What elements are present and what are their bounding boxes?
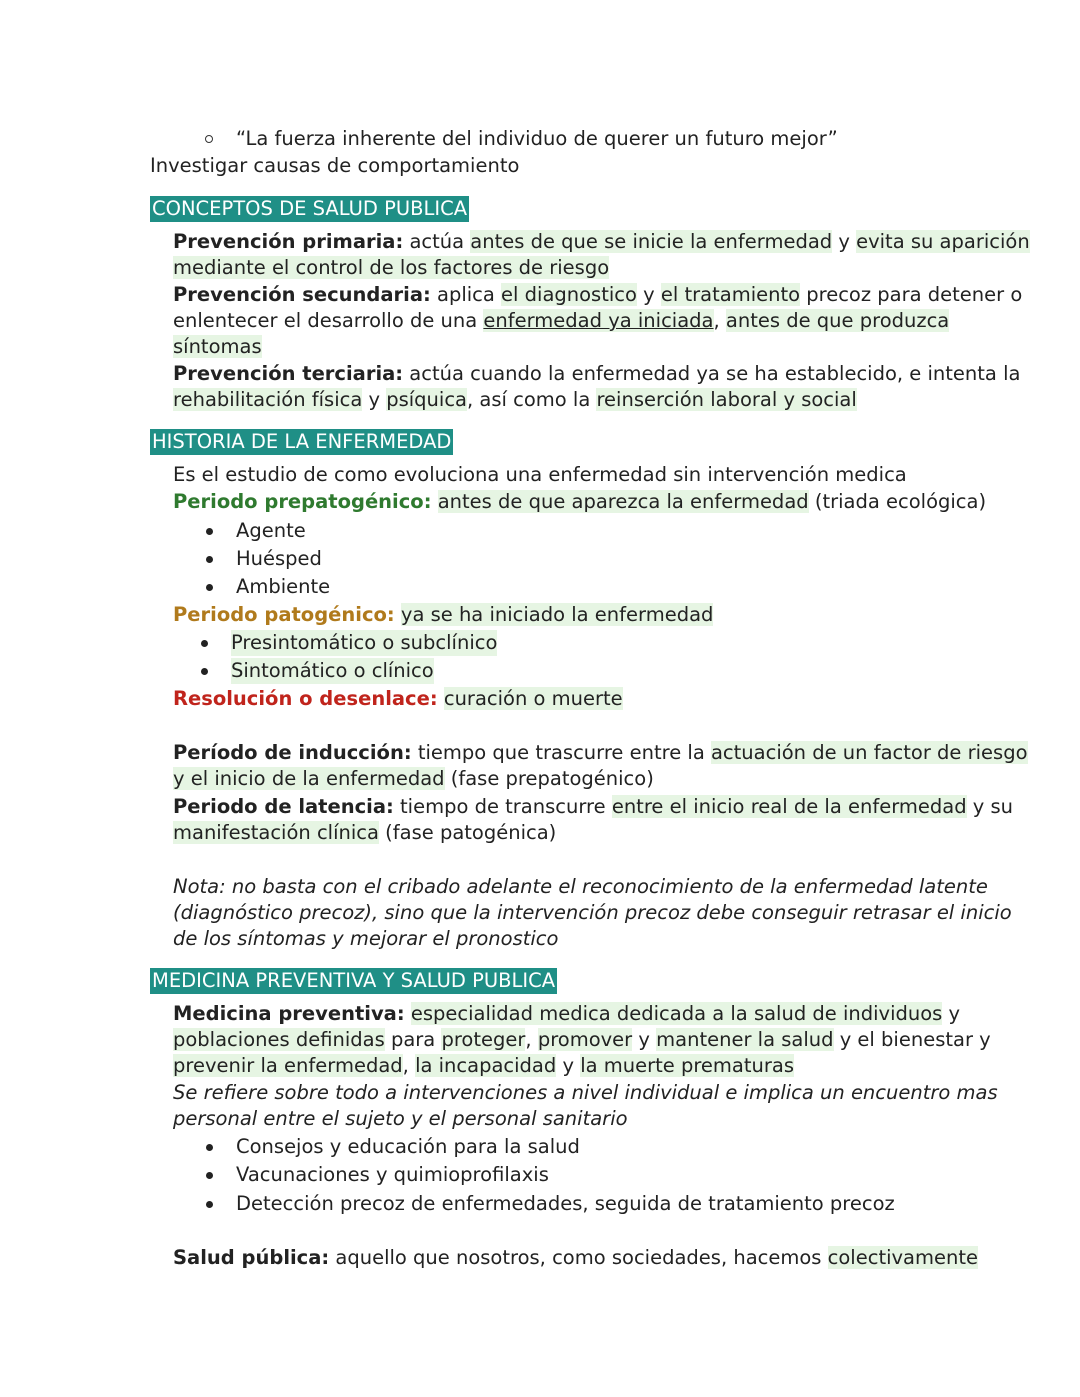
prevencion-terciaria-line-2: rehabilitación física y psíquica, así como la reinserción laboral y social [173,388,857,411]
medicina-preventiva-line-2: poblaciones definidas para proteger, promover y mantener la salud y el bienestar y [173,1028,991,1051]
medicina-preventiva-line-3: prevenir la enfermedad, la incapacidad y la muerte prematuras [173,1054,795,1077]
bullet-icon [201,640,208,647]
periodo-latencia-line-1: Periodo de latencia: tiempo de transcurre entre el inicio real de la enfermedad y su [173,795,1014,818]
periodo-latencia-line-2: manifestación clínica (fase patogénica) [173,821,557,844]
periodo-induccion-line-2: y el inicio de la enfermedad (fase prepatogénico) [173,767,654,790]
prevencion-secundaria-line-2: enlentecer el desarrollo de una enfermedad ya iniciada, antes de que produzca [173,309,950,332]
salud-publica-label: Salud pública: [173,1246,330,1269]
nota-line-2: (diagnóstico precoz), sino que la intervención precoz debe conseguir retrasar el inicio [173,901,1012,924]
circle-bullet-icon [205,135,213,143]
bullet-icon [201,668,208,675]
periodo-prepatogenico-label: Periodo prepatogénico: [173,490,432,513]
prevencion-secundaria-label: Prevención secundaria: [173,283,431,306]
medicina-preventiva-line-1: Medicina preventiva: especialidad medica dedicada a la salud de individuos y [173,1002,961,1025]
section-heading-conceptos: CONCEPTOS DE SALUD PUBLICA [152,197,468,220]
section-heading-historia: HISTORIA DE LA ENFERMEDAD [152,430,452,453]
prevencion-primaria-label: Prevención primaria: [173,230,404,253]
bullet-icon [206,528,213,535]
bullet-icon [206,1172,213,1179]
list-item: Sintomático o clínico [231,659,434,682]
list-item: Detección precoz de enfermedades, seguida de tratamiento precoz [236,1192,895,1215]
list-item: Vacunaciones y quimioprofilaxis [236,1163,549,1186]
periodo-patogenico-line: Periodo patogénico: ya se ha iniciado la enfermedad [173,603,714,626]
resolucion-line: Resolución o desenlace: curación o muerte [173,687,623,710]
periodo-induccion-line-1: Período de inducción: tiempo que trascurre entre la actuación de un factor de riesgo [173,741,1028,764]
prevencion-terciaria-label: Prevención terciaria: [173,362,404,385]
bullet-icon [206,556,213,563]
list-item: Consejos y educación para la salud [236,1135,580,1158]
periodo-induccion-label: Período de inducción: [173,741,412,764]
list-item: Huésped [236,547,322,570]
nota-line-3: de los síntomas y mejorar el pronostico [173,927,559,950]
bullet-icon [206,584,213,591]
intro-quote: “La fuerza inherente del individuo de querer un futuro mejor” [236,127,838,150]
prevencion-primaria-line-2: mediante el control de los factores de riesgo [173,256,610,279]
periodo-latencia-label: Periodo de latencia: [173,795,394,818]
list-item: Presintomático o subclínico [231,631,498,654]
prevencion-secundaria-line-3: síntomas [173,335,262,358]
bullet-icon [206,1144,213,1151]
periodo-prepatogenico-line: Periodo prepatogénico: antes de que aparezca la enfermedad (triada ecológica) [173,490,987,513]
list-item: Ambiente [236,575,331,598]
intro-line: Investigar causas de comportamiento [150,154,520,177]
historia-intro: Es el estudio de como evoluciona una enfermedad sin intervención medica [173,463,907,486]
refiere-line-1: Se refiere sobre todo a intervenciones a nivel individual e implica un encuentro mas [173,1081,998,1104]
resolucion-label: Resolución o desenlace: [173,687,438,710]
nota-line-1: Nota: no basta con el cribado adelante el reconocimiento de la enfermedad latente [173,875,988,898]
periodo-patogenico-label: Periodo patogénico: [173,603,395,626]
refiere-line-2: personal entre el sujeto y el personal sanitario [173,1107,628,1130]
section-heading-medicina-preventiva: MEDICINA PREVENTIVA Y SALUD PUBLICA [152,969,556,992]
prevencion-terciaria-line-1: Prevención terciaria: actúa cuando la enfermedad ya se ha establecido, e intenta la [173,362,1021,385]
list-item: Agente [236,519,306,542]
bullet-icon [206,1201,213,1208]
medicina-preventiva-label: Medicina preventiva: [173,1002,405,1025]
prevencion-secundaria-line-1: Prevención secundaria: aplica el diagnostico y el tratamiento precoz para detener o [173,283,1023,306]
prevencion-primaria-line-1: Prevención primaria: actúa antes de que se inicie la enfermedad y evita su aparición [173,230,1030,253]
salud-publica-line: Salud pública: aquello que nosotros, como sociedades, hacemos colectivamente [173,1246,978,1269]
